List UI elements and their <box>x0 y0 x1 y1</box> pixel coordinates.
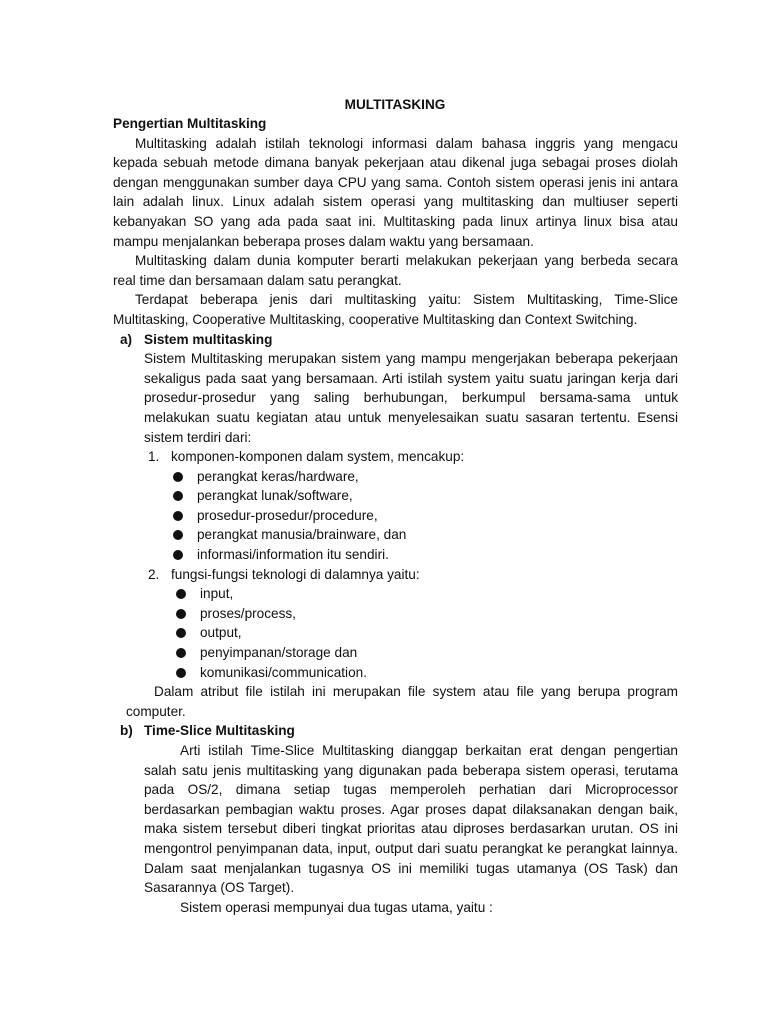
bullet-dot-icon <box>176 609 186 619</box>
list-item: proses/process, <box>171 604 678 624</box>
section-heading: Pengertian Multitasking <box>113 116 267 131</box>
list-item: komunikasi/communication. <box>171 663 678 683</box>
section-b <box>113 721 678 917</box>
list-item: perangkat lunak/software, <box>171 486 678 506</box>
bullet-dot-icon <box>173 530 183 540</box>
section-b-paragraph-2: Sistem operasi mempunyai dua tugas utama, yaitu : <box>180 899 493 915</box>
section-a-title: Sistem multitasking <box>144 331 273 347</box>
list-item: input, <box>171 584 678 604</box>
numbered-item-1-text: komponen-komponen dalam system, mencakup: <box>171 449 465 465</box>
bullet-list-2 <box>171 584 678 682</box>
section-b-title: Time-Slice Multitasking <box>144 723 295 739</box>
bullet-list-1 <box>171 467 678 565</box>
list-item: informasi/information itu sendiri. <box>171 545 678 565</box>
list-item: perangkat keras/hardware, <box>171 467 678 487</box>
numbered-item-1-label: 1. <box>148 449 160 465</box>
intro-paragraph-1: Multitasking adalah istilah teknologi informasi dalam bahasa inggris yang mengacu kepada sebuah metode dimana banyak pekerjaan atau dikenal juga sebagai proses diolah dengan menggunakan sumber daya CPU yang sama. Contoh sistem operasi jenis ini antara lain adalah linux. Linux adalah sistem operasi yang multitasking dan multiuser seperti kebanyakan SO yang ada pada saat ini. Multitasking pada linux artinya linux bisa atau mampu menjalankan beberapa proses dalam waktu yang bersamaan. <box>113 135 678 249</box>
list-item: output, <box>171 623 678 643</box>
list-item: penyimpanan/storage dan <box>171 643 678 663</box>
bullet-dot-icon <box>176 628 186 638</box>
list-item: prosedur-prosedur/procedure, <box>171 506 678 526</box>
section-b-paragraph: Arti istilah Time-Slice Multitasking dianggap berkaitan erat dengan pengertian salah satu jenis multitasking yang digunakan pada beberapa sistem operasi, terutama pada OS/2, dimana setiap tugas memperoleh perhatian dari Microprocessor berdasarkan pembagian waktu proses. Agar proses dapat dilaksanakan dengan baik, maka sistem tersebut diberi tingkat prioritas atau diproses berdasarkan urutan. OS ini mengontrol penyimpanan data, input, output dari suatu perangkat ke perangkat lainnya. Dalam saat menjalankan tugasnya OS ini memiliki tugas utamanya (OS Task) dan Sasarannya (OS Target). <box>144 743 678 896</box>
section-b-label: b) <box>120 723 133 739</box>
section-a-paragraph: Sistem Multitasking merupakan sistem yang mampu mengerjakan beberapa pekerjaan sekaligus pada saat yang bersamaan. Arti istilah system yaitu suatu jaringan kerja dari prosedur-prosedur yang saling berhubungan, berkumpul bersama-sama untuk melakukan suatu kegiatan atau untuk menyelesaikan suatu sasaran tertentu. Esensi sistem terdiri dari: <box>144 351 678 445</box>
numbered-item-2-label: 2. <box>148 566 160 582</box>
section-a-note: Dalam atribut file istilah ini merupakan file system atau file yang berupa program computer. <box>126 684 678 719</box>
bullet-dot-icon <box>176 589 186 599</box>
bullet-dot-icon <box>173 491 183 501</box>
intro-paragraph-2: Multitasking dalam dunia komputer berarti melakukan pekerjaan yang berbeda secara real time dan bersamaan dalam satu perangkat. <box>113 253 678 288</box>
section-a-label: a) <box>120 331 133 347</box>
numbered-item-2 <box>144 565 678 683</box>
list-item: perangkat manusia/brainware, dan <box>171 525 678 545</box>
numbered-item-1 <box>144 447 678 565</box>
bullet-dot-icon <box>173 472 183 482</box>
bullet-dot-icon <box>176 648 186 658</box>
section-a <box>113 330 678 722</box>
bullet-dot-icon <box>176 668 186 678</box>
intro-paragraph-3: Terdapat beberapa jenis dari multitasking yaitu: Sistem Multitasking, Time-Slice Multitasking, Cooperative Multitasking, cooperative Multitasking dan Context Switching. <box>113 292 678 327</box>
numbered-item-2-text: fungsi-fungsi teknologi di dalamnya yaitu: <box>171 566 420 582</box>
bullet-dot-icon <box>173 550 183 560</box>
document-body <box>113 114 678 917</box>
bullet-dot-icon <box>173 511 183 521</box>
document-title: MULTITASKING <box>344 97 446 112</box>
